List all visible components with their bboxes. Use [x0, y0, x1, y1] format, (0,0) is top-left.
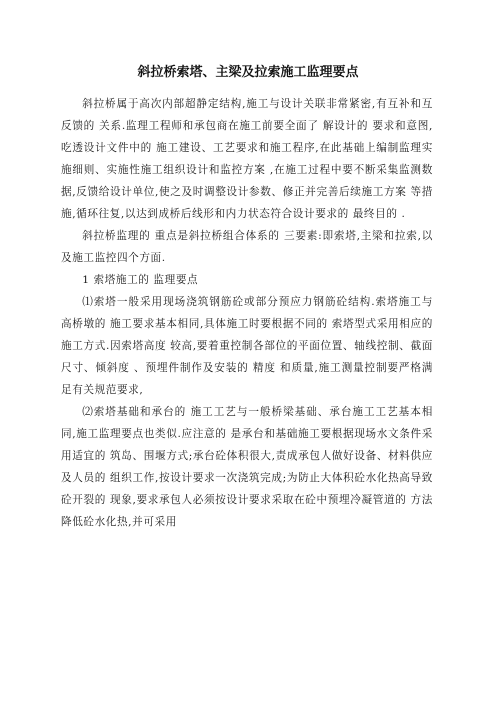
- document-body: [61, 93, 433, 533]
- paragraph-tower-1: ⑴索塔一般采用现场浇筑钢筋砼或部分预应力钢筋砼结构.索塔施工与高桥墩的 施工要求基本相同,具体施工时要根据不同的 索塔型式采用相应的 施工方式.因索塔高度 较高,要着重控制各部位的平面位置、轴线控制、截面尺寸、倾斜度 、预埋件制作及安装的 精度 和质量,施工测量控制要严格满足有关规范要求,: [61, 296, 433, 396]
- section-heading-tower: 1 索塔施工的 监理要点: [82, 274, 199, 286]
- paragraph-tower-2: ⑵索塔基础和承台的 施工工艺与一般桥梁基础、承台施工工艺基本相同,施工监理要点也类似.应注意的 是承台和基础施工要根据现场水文条件采用适宜的 筑岛、围堰方式;承台砼体积很大,责成承包人做好设备、材料供应及人员的 组织工作,按设计要求一次浇筑完成;为防止大体积砼水化热高导致砼开裂的 现象,要求承包人必须按设计要求采取在砼中预埋冷凝管道的 方法降低砼水化热,并可采用: [61, 406, 433, 528]
- paragraph-key-points: 斜拉桥监理的 重点是斜拉桥组合体系的 三要素:即索塔,主梁和拉索,以及施工监控四个方面.: [61, 230, 433, 264]
- document-title: 斜拉桥索塔、主梁及拉索施工监理要点: [137, 65, 359, 80]
- paragraph-intro: 斜拉桥属于高次内部超静定结构,施工与设计关联非常紧密,有互补和互反馈的 关系.监理工程师和承包商在施工前要全面了 解设计的 要求和意图,吃透设计文件中的 施工建设、工艺要求和施工程序,在此基础上编制监理实施细则、实施性施工组织设计和监控方案 ,在施工过程中要不断采集监测数据,反馈给设计单位,使之及时调整设计参数、修正并完善后续施工方案 等措施,循环往复,以达到成桥后线形和内力状态符合设计要求的 最终目的 .: [61, 98, 433, 220]
